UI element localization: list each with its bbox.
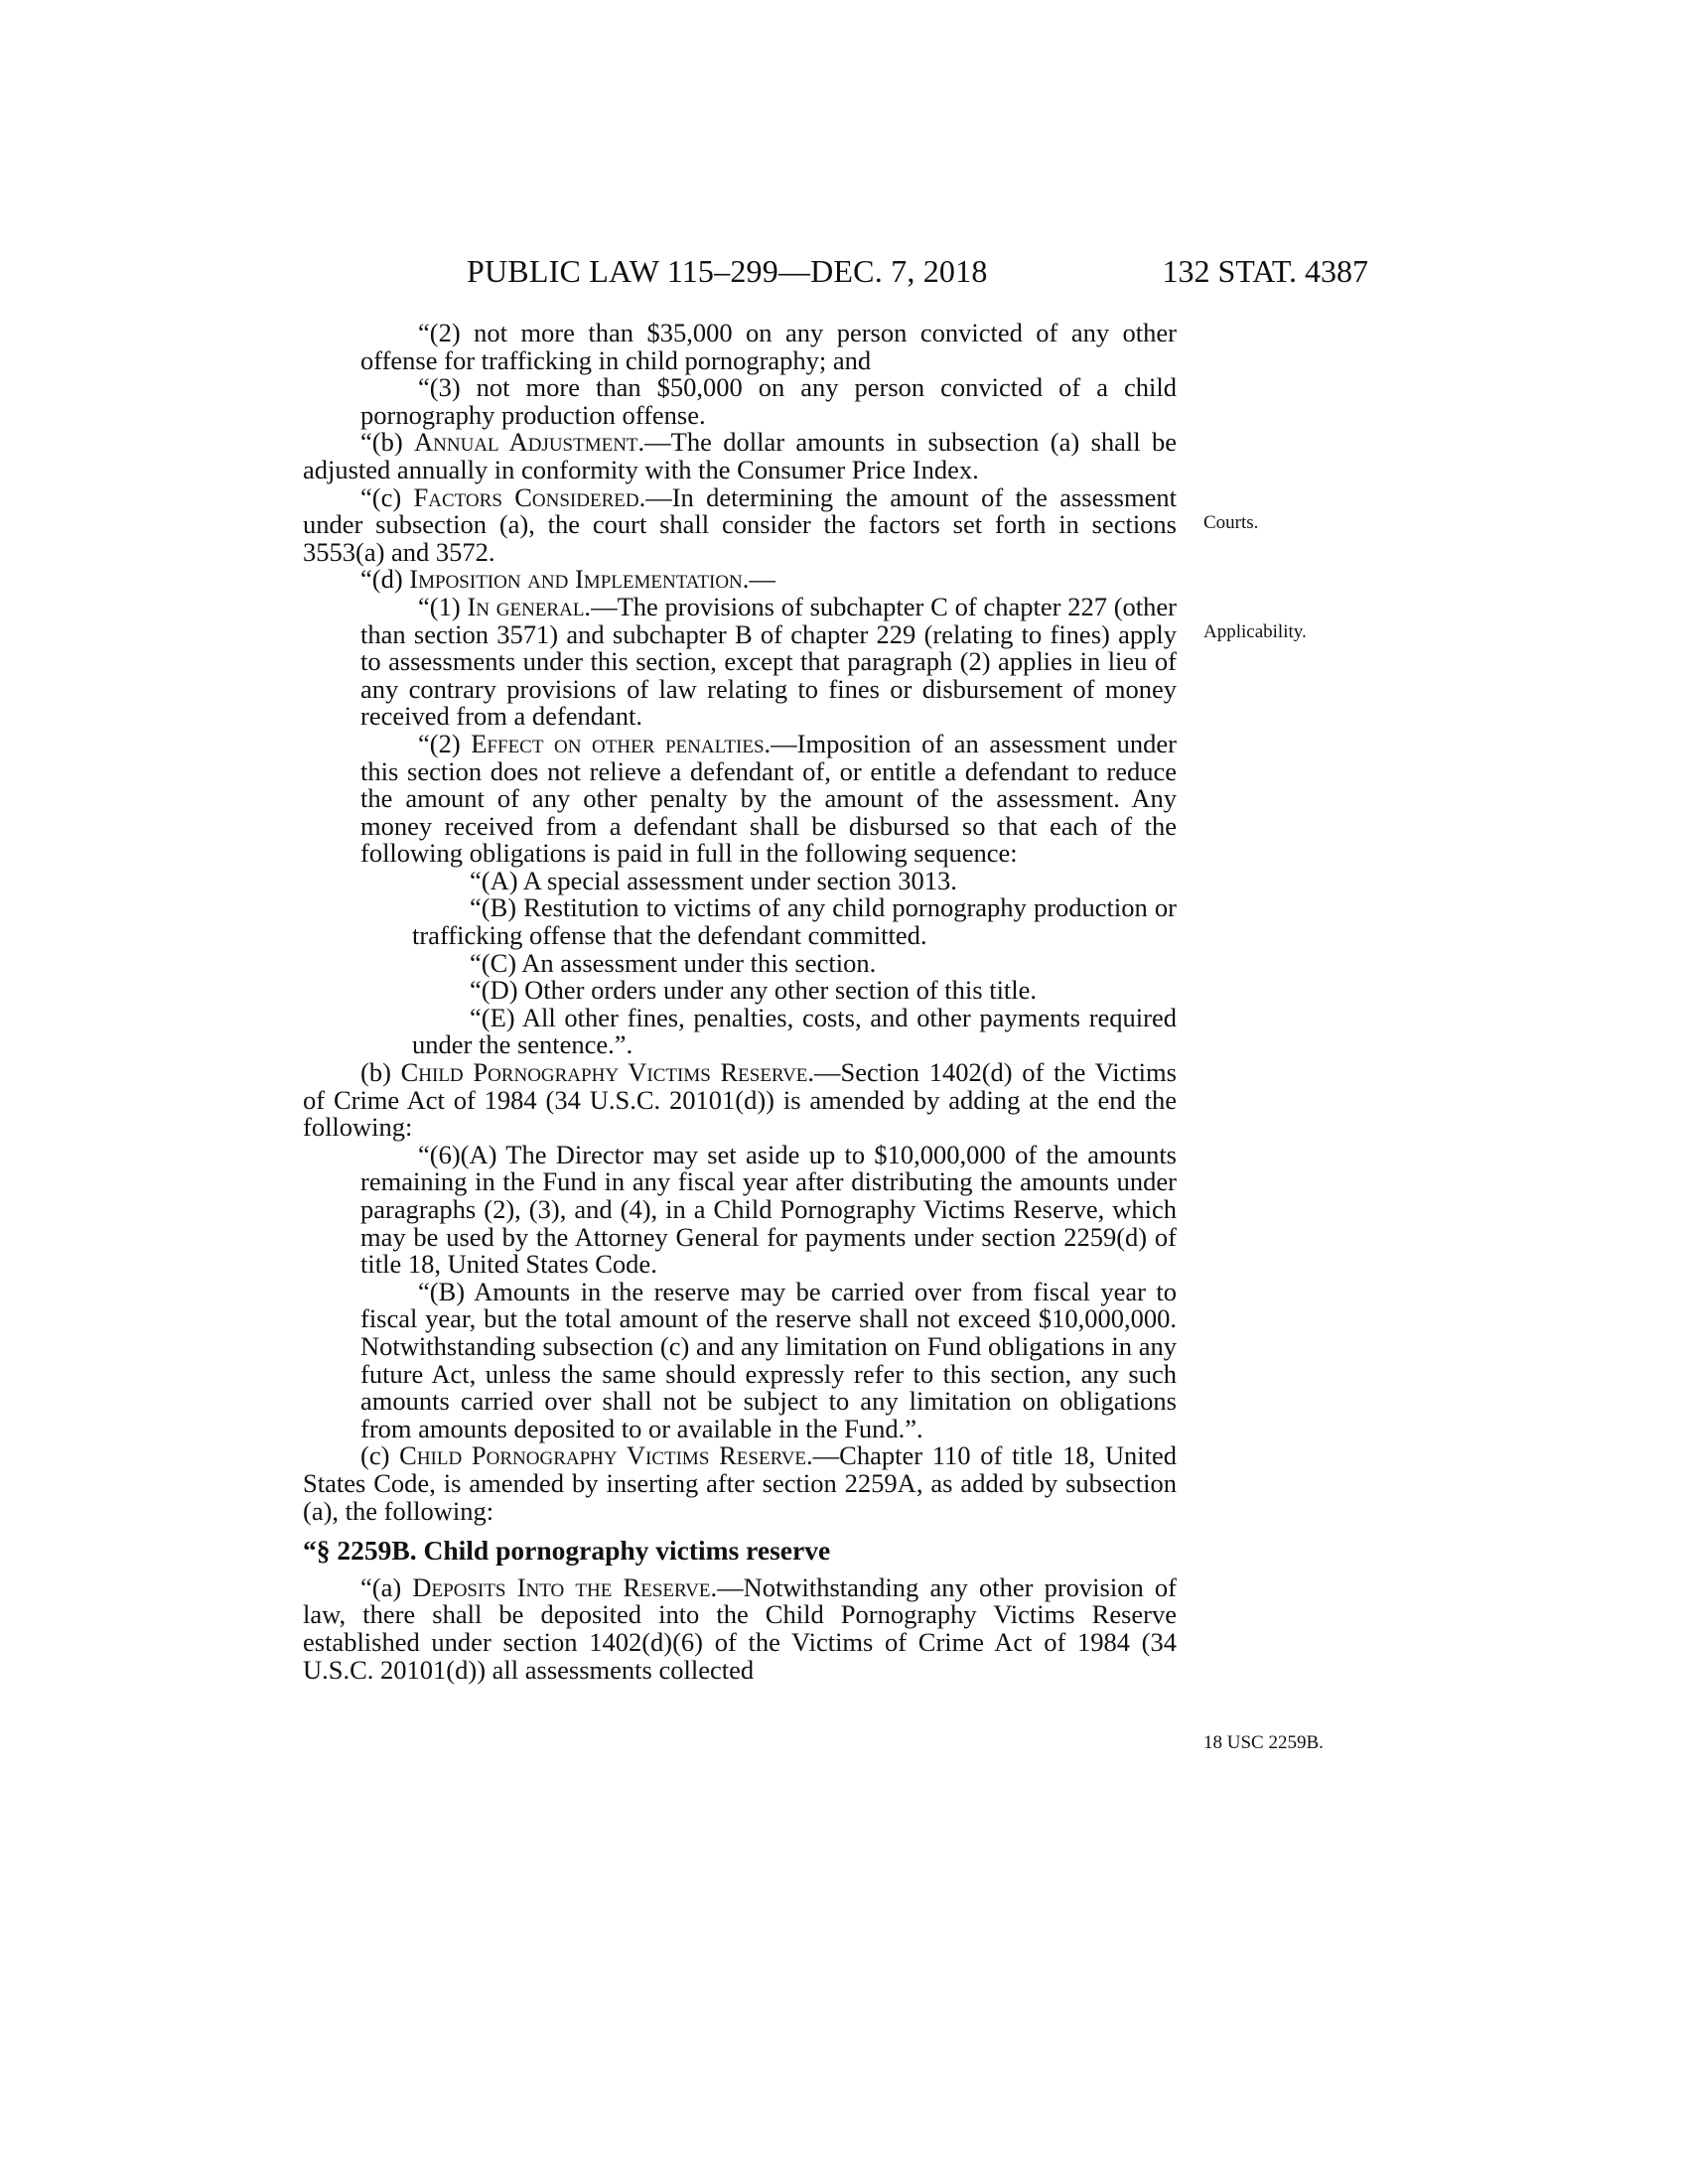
subsection-b-lead: “(b) [360, 427, 415, 458]
margin-note-applicability: Applicability. [1203, 621, 1307, 642]
item-b: “(B) Restitution to victims of any child pornography production or trafficking offense that the defendant committed. [412, 892, 1177, 951]
reserve-paragraph-6a: “(6)(A) The Director may set aside up to $10,000,000 of the amounts remaining in the Fund in any fiscal year after distributing the amounts under paragraphs (2), (3), and (4), in a Child Pornography Victims Reserve, which may be used by the Attorney General for payments under section 2259(d) of title 18, United States Code. [360, 1139, 1177, 1280]
subsection-c [303, 481, 1177, 567]
paragraph-d1-lead: “(1) [418, 591, 468, 621]
subsection-c-lead: “(c) [360, 481, 414, 512]
running-head-title: PUBLIC LAW 115–299—DEC. 7, 2018 [467, 253, 988, 289]
paragraph-a2: “(2) not more than $35,000 on any person convicted of any other offense for trafficking in child pornography; and [360, 318, 1177, 375]
subsection-a-text: —Notwithstanding any other provision of law, there shall be deposited into the Child Pornography Victims Reserve established under section 1402(d)(6) of the Victims of Crime Act of 1984 (34 U.S.C. 20101(d)) all assessments collected [303, 1571, 1177, 1685]
item-c: “(C) An assessment under this section. [470, 947, 877, 978]
paragraph-d2-lead: “(2) [418, 728, 472, 758]
subsection-c-text: —In determining the amount of the assessment under subsection (a), the court shall consider the factors set forth in sections 3553(a) and 3572. [303, 481, 1177, 567]
paragraph-d1-heading: In general. [467, 591, 592, 621]
reserve-paragraph-6b: “(B) Amounts in the reserve may be carried over from fiscal year to fiscal year, but the total amount of the reserve shall not exceed $10,000,000. Notwithstanding subsection (c) and any limitation on Fund obligations in any future Act, unless the same should expressly refer to this section, any such amounts carried over shall not be subject to any limitation on obligations from amounts deposited to or available in the Fund.”. [360, 1276, 1177, 1443]
section-c-victims-reserve [303, 1442, 1177, 1525]
section-b-lead: (b) [360, 1057, 401, 1088]
subsection-a-lead: “(a) [360, 1571, 413, 1602]
subsection-d-text: — [749, 564, 775, 595]
section-b-heading: Child Pornography Victims Reserve. [400, 1057, 815, 1088]
statute-page-number: 132 STAT. 4387 [1162, 253, 1368, 289]
subsection-d-heading: Imposition and Implementation. [409, 564, 750, 595]
section-c-text: —Chapter 110 of title 18, United States Code, is amended by inserting after section 2259A, as added by subsection (a), the following: [303, 1440, 1177, 1526]
subsection-a-deposits [303, 1571, 1177, 1685]
subsection-b-heading: Annual Adjustment. [414, 427, 645, 458]
margin-note-usc: 18 USC 2259B. [1203, 1732, 1324, 1753]
section-c-lead: (c) [360, 1440, 400, 1471]
subsection-b [303, 429, 1177, 483]
paragraph-d2-heading: Effect on other penalties. [471, 728, 772, 758]
item-e: “(E) All other fines, penalties, costs, and other payments required under the sentence.”. [412, 1002, 1177, 1060]
section-b-victims-reserve [303, 1059, 1177, 1142]
item-a: “(A) A special assessment under section 3013. [470, 865, 957, 895]
section-c-heading: Child Pornography Victims Reserve. [399, 1440, 813, 1471]
item-d: “(D) Other orders under any other section of this title. [470, 975, 1038, 1006]
margin-note-courts: Courts. [1203, 512, 1259, 533]
paragraph-d1 [303, 591, 1178, 732]
running-head [427, 253, 1368, 293]
subsection-d [303, 566, 1177, 594]
section-b-text: —Section 1402(d) of the Victims of Crime Act of 1984 (34 U.S.C. 20101(d)) is amended by adding at the end the following: [303, 1057, 1177, 1143]
subsection-b-text: —The dollar amounts in subsection (a) shall be adjusted annually in conformity with the Consumer Price Index. [303, 427, 1177, 484]
paragraph-d1-text: —The provisions of subchapter C of chapter 227 (other than section 3571) and subchapter B of chapter 229 (relating to fines) apply to assessments under this section, except that paragraph (2) applies in lieu of any contrary provisions of law relating to fines or disbursement of money received from a defendant. [360, 591, 1178, 732]
paragraph-a3: “(3) not more than $50,000 on any person convicted of a child pornography production offense. [360, 372, 1177, 430]
subsection-d-lead: “(d) [360, 564, 410, 595]
subsection-a-heading: Deposits Into the Reserve. [412, 1571, 718, 1602]
paragraph-d2-text: —Imposition of an assessment under this section does not relieve a defendant of, or entitle a defendant to reduce the amount of any other penalty by the amount of the assessment. Any money received from a defendant shall be disbursed so that each of the following obligations is paid in full in the following sequence: [360, 728, 1177, 869]
body-text [303, 320, 1177, 1684]
section-2259b-heading: “§ 2259B. Child pornography victims reserve [303, 1535, 831, 1567]
subsection-c-heading: Factors Considered. [413, 481, 646, 512]
paragraph-d2 [303, 728, 1177, 869]
